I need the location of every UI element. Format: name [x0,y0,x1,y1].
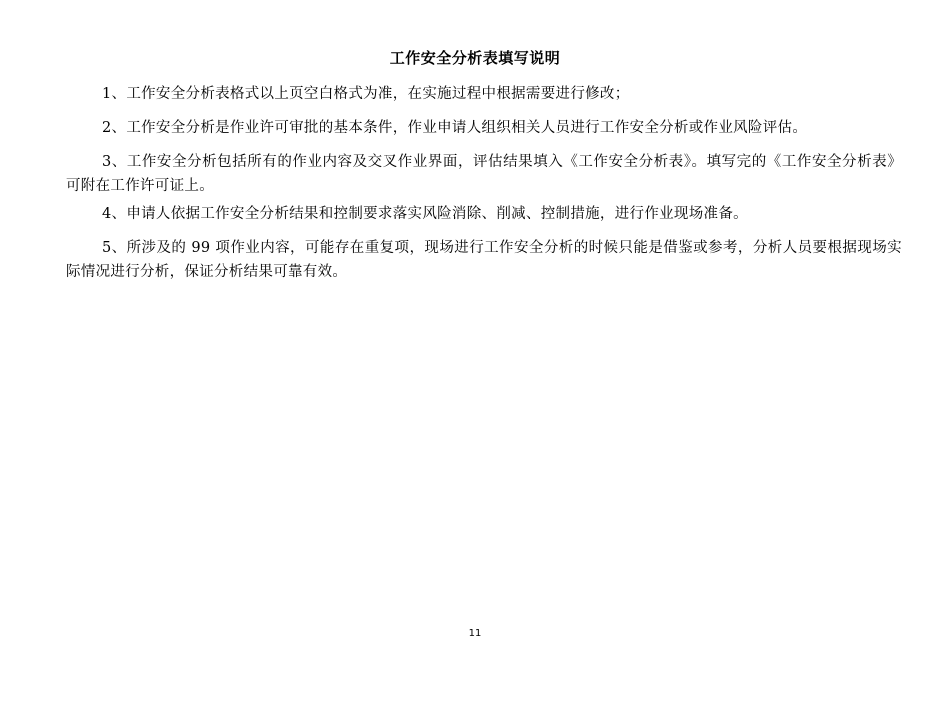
instruction-paragraph-1: 1、工作安全分析表格式以上页空白格式为准，在实施过程中根据需要进行修改； [102,86,630,102]
instruction-paragraph-2: 2、工作安全分析是作业许可审批的基本条件，作业申请人组织相关人员进行工作安全分析或作业风险评估。 [102,120,808,136]
page-number: 11 [468,628,482,639]
instruction-paragraph-5: 5、所涉及的 99 项作业内容，可能存在重复项，现场进行工作安全分析的时候只能是借鉴或参考，分析人员要根据现场实际情况进行分析，保证分析结果可靠有效。 [66,240,902,280]
document-title: 工作安全分析表填写说明 [389,49,561,67]
instruction-paragraph-4: 4、申请人依据工作安全分析结果和控制要求落实风险消除、削减、控制措施，进行作业现场准备。 [102,206,748,222]
document-body [66,82,902,294]
instruction-paragraph-3: 3、工作安全分析包括所有的作业内容及交叉作业界面，评估结果填入《工作安全分析表》。填写完的《工作安全分析表》可附在工作许可证上。 [66,154,902,194]
